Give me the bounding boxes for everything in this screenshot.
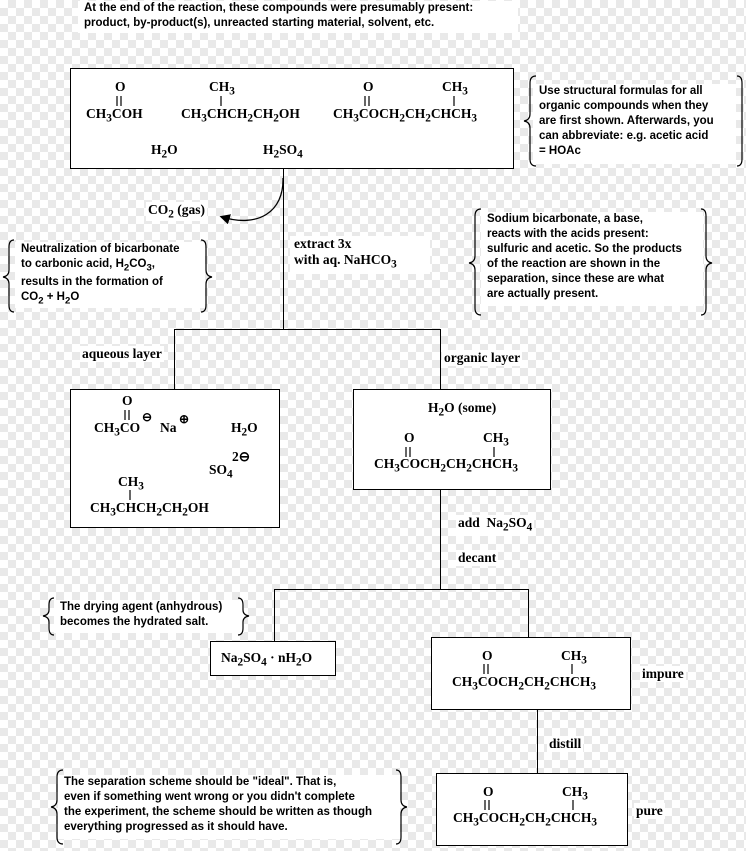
brace-left-bicarbonate <box>469 209 481 315</box>
bicarbonate-note-line3: sulfuric and acetic. So the products <box>487 243 682 255</box>
structural-note-line2: organic compounds when they <box>539 100 709 112</box>
neutralization-note-line4: $CO_2 + H_2O$ <box>21 291 80 307</box>
carbonyl-bond <box>365 96 369 106</box>
bicarbonate-note-line2: reacts with the acids present: <box>487 228 649 240</box>
water-formula: $H_2O$ <box>151 142 178 161</box>
organic-ester-carbonyl-o: O <box>404 430 415 445</box>
neutralization-note-line3: results in the formation of <box>21 276 163 289</box>
co2-gas-label: $CO_2$ (gas) <box>148 202 205 221</box>
carbonyl-bond <box>117 96 121 106</box>
carbonyl-bond <box>485 800 489 810</box>
structural-note-line4: can abbreviate: e.g. acetic acid <box>539 130 709 142</box>
brace-right-ideal <box>396 770 407 844</box>
add-drying-agent-label: add $Na_2SO_4$ <box>458 515 533 534</box>
pure-ester-methyl: $CH_3$ <box>562 784 588 803</box>
pure-label: pure <box>636 803 663 818</box>
header-note-line1: At the end of the reaction, these compounds were presumably present: <box>84 2 474 14</box>
pure-ester-carbonyl-o: O <box>483 784 494 799</box>
aqueous-layer-label: aqueous layer <box>82 346 162 361</box>
bicarbonate-note-line6: are actually present. <box>487 288 599 300</box>
aqueous-alcohol-methyl: $CH_3$ <box>118 474 144 493</box>
alcohol-methyl: $CH_3$ <box>209 79 235 98</box>
structural-note-line1: Use structural formulas for all <box>539 85 703 97</box>
organic-ester-methyl: $CH_3$ <box>483 430 509 449</box>
sulfate-formula: $SO_4$ <box>209 462 233 481</box>
extraction-line2: with aq. NaHCO$_3$ <box>294 252 397 271</box>
acetate-formula: $CH_3CO$ <box>94 420 141 439</box>
impure-ester-formula: $CH_3COCH_2CH_2CHCH_3$ <box>452 674 596 693</box>
ideal-note-line4: everything progressed as it should have. <box>64 821 288 833</box>
drying-note-line1: The drying agent (anhydrous) <box>60 601 223 613</box>
organic-layer-label: organic layer <box>444 350 521 365</box>
neutralization-note-line2: to carbonic acid, $H_2CO_3$, <box>21 258 155 274</box>
impure-ester-methyl: $CH_3$ <box>561 648 587 667</box>
brace-left-ideal <box>51 770 63 844</box>
carbonyl-bond <box>406 447 410 457</box>
impure-label: impure <box>642 666 684 681</box>
pure-ester-formula: $CH_3COCH_2CH_2CHCH_3$ <box>453 810 597 829</box>
carbonyl-bond <box>484 664 488 674</box>
bicarbonate-note-line4: of the reaction are shown in the <box>487 258 661 270</box>
ester-formula: $CH_3COCH_2CH_2CHCH_3$ <box>333 106 477 125</box>
alcohol-formula: $CH_3CHCH_2CH_2OH$ <box>181 106 300 125</box>
header-note-line2: product, by-product(s), unreacted starting material, solvent, etc. <box>84 17 435 29</box>
bicarbonate-note-line1: Sodium bicarbonate, a base, <box>487 213 643 225</box>
aqueous-water-formula: $H_2O$ <box>231 420 258 439</box>
acetic-acid-formula: $CH_3COH$ <box>86 106 143 125</box>
ester-methyl: $CH_3$ <box>442 79 468 98</box>
brace-left-drying <box>43 598 54 635</box>
organic-water-label: $H_2O$ (some) <box>428 400 497 419</box>
acetic-acid-carbonyl-o: O <box>115 79 126 94</box>
sodium-ion: Na <box>160 420 177 435</box>
brace-right-structural <box>737 76 742 166</box>
co2-release-arrow <box>222 178 283 220</box>
brace-left-neutralization <box>3 240 14 312</box>
drying-note-line2: becomes the hydrated salt. <box>60 616 209 628</box>
brace-right-bicarbonate <box>701 209 712 315</box>
distill-label: distill <box>549 736 582 751</box>
brace-right-drying <box>238 598 249 635</box>
aqueous-alcohol-formula: $CH_3CHCH_2CH_2OH$ <box>90 500 209 519</box>
brace-left-structural <box>524 76 536 166</box>
impure-ester-carbonyl-o: O <box>482 648 493 663</box>
neutralization-note-line1: Neutralization of bicarbonate <box>21 243 180 255</box>
bicarbonate-note-line5: separation, since these are what <box>487 273 665 285</box>
structural-note-line5: = HOAc <box>539 145 581 157</box>
sodium-charge: ⊕ <box>179 412 190 426</box>
sulfate-charge: 2⊖ <box>232 449 251 464</box>
ideal-note-line3: the experiment, the scheme should be written as though <box>64 806 372 818</box>
hydrated-salt-formula: $Na_2SO_4 \cdot nH_2O$ <box>221 650 313 669</box>
carbonyl-bond <box>125 410 129 420</box>
sulfuric-acid-formula: $H_2SO_4$ <box>263 142 303 161</box>
decant-label: decant <box>458 550 497 565</box>
acetate-charge: ⊖ <box>142 410 153 424</box>
ester-carbonyl-o: O <box>363 79 374 94</box>
structural-note-line3: are first shown. Afterwards, you <box>539 115 714 127</box>
organic-ester-formula: $CH_3COCH_2CH_2CHCH_3$ <box>374 456 518 475</box>
brace-right-neutralization <box>201 240 212 312</box>
extraction-line1: extract 3x <box>294 236 352 251</box>
ideal-note-line2: even if something went wrong or you didn't complete <box>64 791 355 803</box>
ideal-note-line1: The separation scheme should be "ideal". That is, <box>64 776 337 788</box>
acetate-carbonyl-o: O <box>122 393 133 408</box>
